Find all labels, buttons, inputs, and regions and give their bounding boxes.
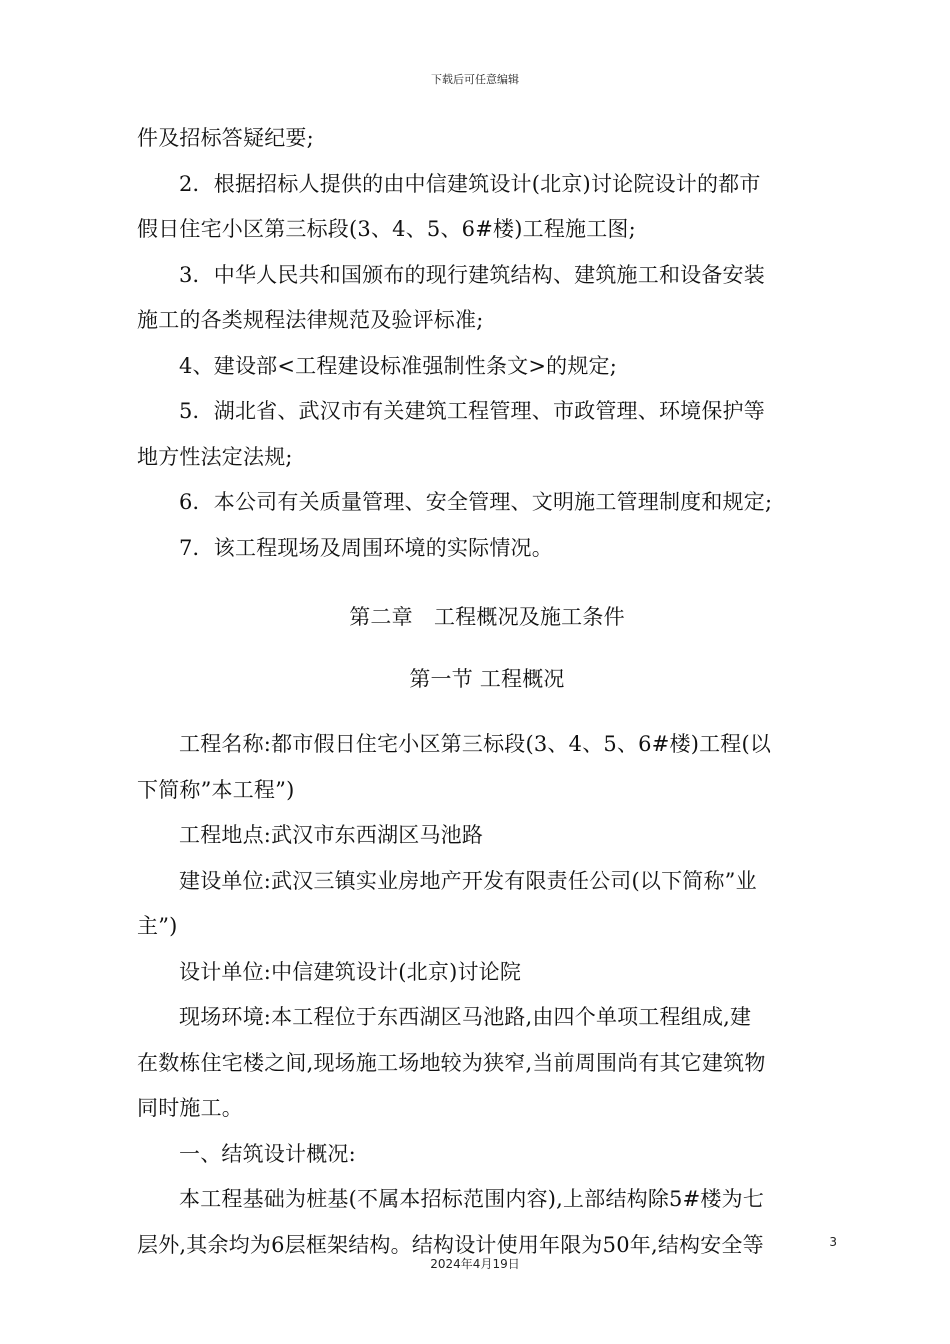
basis-item-2-cont: 假日住宅小区第三标段(3、4、5、6#楼)工程施工图; [137,217,636,241]
document-body [137,116,837,1268]
site-environment: 现场环境:本工程位于东西湖区马池路,由四个单项工程组成,建 [179,1005,752,1029]
design-unit: 设计单位:中信建筑设计(北京)讨论院 [179,959,522,984]
chapter-title: 第二章 工程概况及施工条件 [349,605,625,629]
basis-item-5: 5．湖北省、武汉市有关建筑工程管理、市政管理、环境保护等 [179,399,765,423]
section-title: 第一节 工程概况 [409,666,565,691]
project-name-cont: 下简称”本工程”) [137,777,295,802]
basis-item-3-cont: 施工的各类规程法律规范及验评标准; [137,308,484,332]
basis-item-3: 3．中华人民共和国颁布的现行建筑结构、建筑施工和设备安装 [179,262,765,287]
site-environment-cont: 在数栋住宅楼之间,现场施工场地较为狭窄,当前周围尚有其它建筑物 [137,1050,766,1075]
basis-item-5-cont: 地方性法定法规; [137,444,293,469]
basis-item-2: 2．根据招标人提供的由中信建筑设计(北京)讨论院设计的都市 [179,171,761,196]
structural-design-text-cont: 层外,其余均为6层框架结构。结构设计使用年限为50年,结构安全等 [137,1232,764,1257]
project-location: 工程地点:武汉市东西湖区马池路 [179,823,484,847]
footer-date: 2024年4月19日 [430,1257,520,1271]
construction-unit-cont: 主”) [137,914,178,938]
page-header: 下载后可任意编辑 [431,73,519,86]
basis-item-4: 4、建设部<工程建设标准强制性条文>的规定; [179,353,618,378]
construction-unit: 建设单位:武汉三镇实业房地产开发有限责任公司(以下简称”业 [179,868,757,893]
structural-design-text: 本工程基础为桩基(不属本招标范围内容),上部结构除5#楼为七 [179,1187,765,1211]
structural-design-heading: 一、结筑设计概况: [179,1141,356,1166]
page-number: 3 [829,1235,837,1249]
project-name: 工程名称:都市假日住宅小区第三标段(3、4、5、6#楼)工程(以 [179,732,772,756]
basis-item-6: 6．本公司有关质量管理、安全管理、文明施工管理制度和规定; [179,490,773,514]
basis-item-7: 7．该工程现场及周围环境的实际情况。 [179,535,553,560]
site-environment-cont: 同时施工。 [137,1096,243,1120]
body-line: 件及招标答疑纪要; [137,126,314,150]
